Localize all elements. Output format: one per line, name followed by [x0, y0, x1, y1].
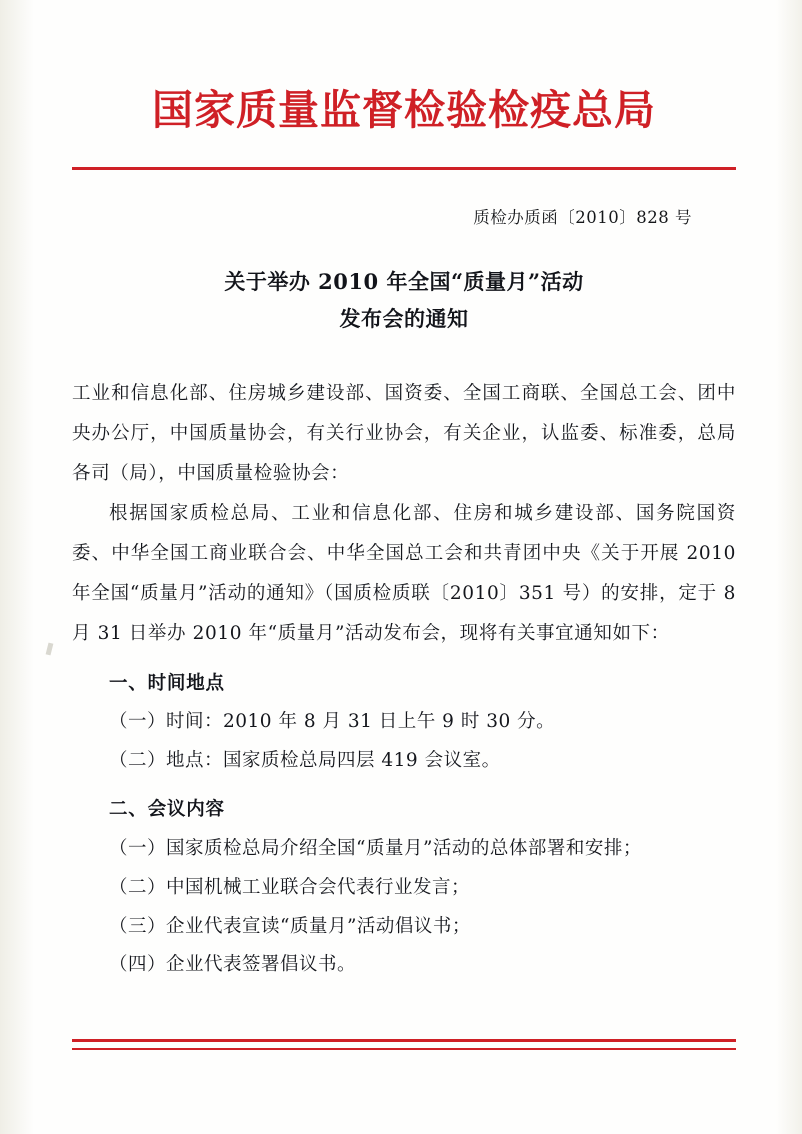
body-paragraph: 根据国家质检总局、工业和信息化部、住房和城乡建设部、国务院国资委、中华全国工商业联合会、中华全国总工会和共青团中央《关于开展 2010 年全国“质量月”活动的通知》（国质检质联〔2010〕351 号）的安排，定于 8 月 31 日举办 2010 年“质量月”活动发布会，现将有关事宜通知如下： — [72, 503, 736, 645]
paper-blemish-mark — [46, 643, 54, 656]
footer-divider — [72, 1039, 736, 1050]
section-one — [72, 665, 736, 782]
paper-edge-shading-right — [776, 0, 802, 1134]
masthead — [72, 88, 736, 170]
footer-rule-thin — [72, 1048, 736, 1050]
list-item: （一）国家质检总局介绍全国“质量月”活动的总体部署和安排； — [109, 837, 642, 859]
list-item: （一）时间：2010 年 8 月 31 日上午 9 时 30 分。 — [109, 711, 556, 733]
footer-rule-thick — [72, 1039, 736, 1042]
section-two — [72, 791, 736, 985]
document-content — [72, 0, 736, 1134]
document-number: 质检办质函〔2010〕828 号 — [473, 208, 692, 228]
masthead-divider-line — [72, 167, 736, 170]
document-title-line-1: 关于举办 2010 年全国“质量月”活动 — [224, 269, 584, 295]
list-item: （二）地点：国家质检总局四层 419 会议室。 — [109, 750, 501, 772]
section-two-heading: 二、会议内容 — [109, 799, 225, 821]
section-one-heading: 一、时间地点 — [109, 672, 225, 694]
document-title — [72, 264, 736, 338]
list-item: （二）中国机械工业联合会代表行业发言； — [109, 876, 471, 898]
list-item: （三）企业代表宣读“质量月”活动倡议书； — [109, 915, 471, 937]
paper-edge-shading-left — [0, 0, 34, 1134]
recipients-paragraph: 工业和信息化部、住房城乡建设部、国资委、全国工商联、全国总工会、团中央办公厅，中国质量协会，有关行业协会，有关企业，认监委、标准委，总局各司（局），中国质量检验协会： — [72, 382, 736, 484]
issuing-authority-title: 国家质量监督检验检疫总局 — [152, 86, 656, 134]
document-title-line-2: 发布会的通知 — [339, 305, 469, 331]
list-item: （四）企业代表签署倡议书。 — [109, 954, 357, 976]
